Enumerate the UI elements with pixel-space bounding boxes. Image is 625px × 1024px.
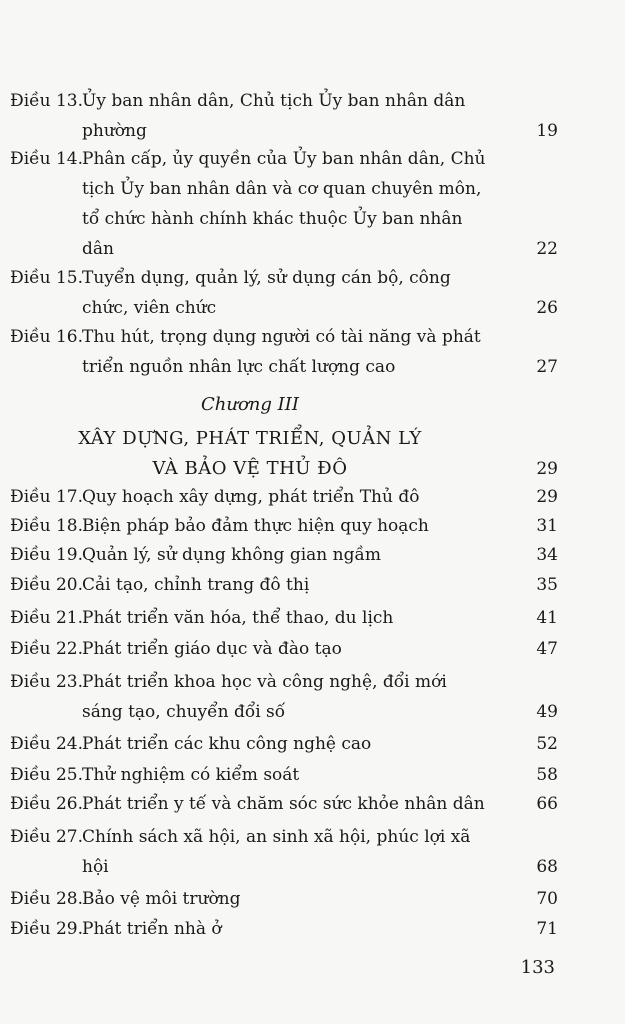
entry-title: Phát triển khoa học và công nghệ, đổi mới sáng tạo, chuyển đổi số [82,672,447,722]
entry-page: 22 [536,239,558,259]
entry-title: Phát triển y tế và chăm sóc sức khỏe nhân dân [82,794,485,814]
entry-title: Ủy ban nhân dân, Chủ tịch Ủy ban nhân dân phường [82,91,466,141]
entry-title: Phát triển các khu công nghệ cao [82,734,372,754]
toc-entry [10,729,558,759]
toc-entry [10,667,558,727]
toc-entry [10,511,558,541]
entry-page: 49 [536,702,558,722]
entry-label: Điều 20. [10,575,84,595]
entry-label: Điều 22. [10,639,84,659]
entry-title: Phát triển giáo dục và đào tạo [82,639,342,659]
entry-page: 29 [536,487,558,507]
chapter-label: Chương III [201,394,299,415]
entry-title: Thử nghiệm có kiểm soát [82,765,300,785]
entry-label: Điều 18. [10,516,84,536]
entry-label: Điều 24. [10,734,84,754]
entry-label: Điều 17. [10,487,84,507]
toc-entry [10,789,558,819]
entry-page: 26 [536,298,558,318]
entry-title: Phát triển văn hóa, thể thao, du lịch [82,608,394,628]
entry-label: Điều 27. [10,827,84,847]
entry-title: Chính sách xã hội, an sinh xã hội, phúc lợi xã hội [82,827,471,877]
entry-label: Điều 25. [10,765,84,785]
entry-title: Tuyển dụng, quản lý, sử dụng cán bộ, công chức, viên chức [82,268,451,318]
toc-entry [10,822,558,882]
entry-page: 41 [536,608,558,628]
chapter-title-line1: XÂY DỰNG, PHÁT TRIỂN, QUẢN LÝ [78,428,422,449]
entry-label: Điều 21. [10,608,84,628]
page-number: 133 [520,957,555,978]
entry-label: Điều 15. [10,268,84,288]
entry-page: 47 [536,639,558,659]
entry-label: Điều 14. [10,149,84,169]
toc-entry [10,540,558,570]
entry-page: 35 [536,575,558,595]
entry-page: 31 [536,516,558,536]
entry-page: 71 [536,919,558,939]
toc-entry [10,144,558,264]
entry-title: Quản lý, sử dụng không gian ngầm [82,545,382,565]
entry-page: 27 [536,357,558,377]
entry-title: Thu hút, trọng dụng người có tài năng và phát triển nguồn nhân lực chất lượng cao [82,327,481,377]
entry-label: Điều 29. [10,919,84,939]
entry-page: 19 [536,121,558,141]
entry-label: Điều 13. [10,91,84,111]
toc-entry [10,884,558,914]
entry-title: Cải tạo, chỉnh trang đô thị [82,575,310,595]
entry-label: Điều 23. [10,672,84,692]
entry-title: Phát triển nhà ở [82,919,222,939]
chapter-title [60,424,440,484]
toc-entry [10,482,558,512]
toc-entry [10,914,558,944]
entry-page: 34 [536,545,558,565]
toc-entry [10,570,558,600]
entry-title: Quy hoạch xây dựng, phát triển Thủ đô [82,487,420,507]
entry-label: Điều 26. [10,794,84,814]
entry-page: 58 [536,765,558,785]
toc-entry [10,322,558,382]
toc-entry [10,263,558,323]
entry-page: 70 [536,889,558,909]
entry-label: Điều 28. [10,889,84,909]
entry-title: Phân cấp, ủy quyền của Ủy ban nhân dân, Chủ tịch Ủy ban nhân dân và cơ quan chuyên môn, tổ chức hành chính khác thuộc Ủy ban nhân dân [82,149,486,259]
toc-entry [10,760,558,790]
entry-page: 66 [536,794,558,814]
chapter-page: 29 [536,459,558,479]
entry-label: Điều 16. [10,327,84,347]
chapter-title-line2: VÀ BẢO VỆ THỦ ĐÔ [152,458,348,479]
entry-page: 68 [536,857,558,877]
toc-entry [10,86,558,146]
toc-entry [10,634,558,664]
entry-title: Bảo vệ môi trường [82,889,241,909]
entry-page: 52 [536,734,558,754]
entry-title: Biện pháp bảo đảm thực hiện quy hoạch [82,516,429,536]
toc-entry [10,603,558,633]
entry-label: Điều 19. [10,545,84,565]
